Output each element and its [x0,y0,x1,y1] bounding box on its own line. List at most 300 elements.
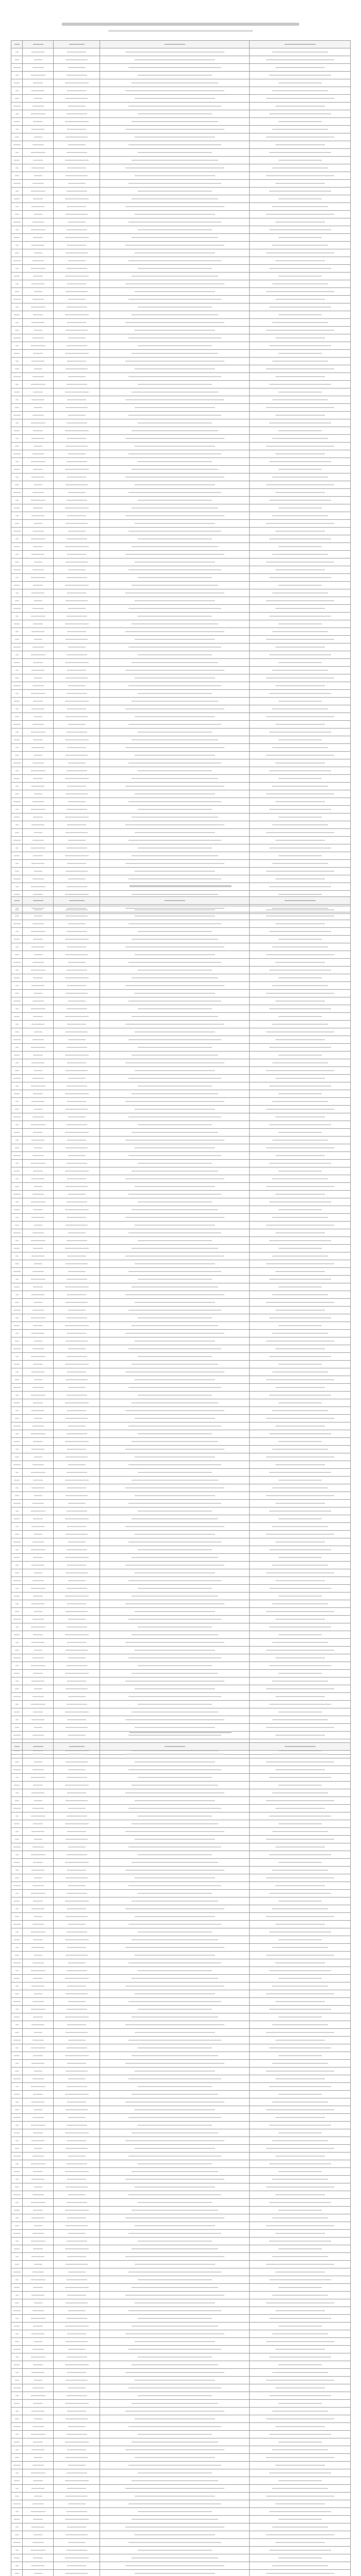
table-cell [250,342,351,350]
table-cell [100,257,250,265]
table-cell [54,2253,100,2261]
table-cell [250,280,351,288]
table-cell [11,1438,23,1446]
table-cell [11,1952,23,1959]
table-cell [23,1422,54,1430]
table-cell [100,1121,250,1129]
table-cell [250,1090,351,1098]
table-row [11,868,351,875]
table-cell [23,558,54,566]
table-row [11,1152,351,1160]
table-cell [11,203,23,211]
table-cell [23,1090,54,1098]
table-cell [100,419,250,427]
table-cell [11,1098,23,1106]
table-cell [11,2462,23,2469]
table-row [11,2153,351,2160]
table-cell [11,95,23,103]
table-cell [100,1944,250,1952]
table-row [11,1751,351,1758]
table-row [11,1283,351,1291]
table-cell [100,752,250,759]
table-row [11,2369,351,2377]
table-cell [54,1392,100,1399]
table-cell [250,249,351,257]
table-cell [11,1036,23,1044]
table-cell [250,1843,351,1851]
table-cell [23,628,54,636]
table-cell [23,1562,54,1569]
table-cell [54,1897,100,1905]
table-row [11,95,351,103]
table-cell [23,1998,54,2006]
table-cell [23,1789,54,1797]
table-cell [250,504,351,512]
table-cell [100,543,250,551]
table-cell [54,2238,100,2245]
table-cell [54,149,100,157]
table-cell [100,180,250,188]
table-cell [100,1820,250,1828]
table-cell [100,690,250,698]
table-cell [100,2500,250,2508]
table-cell [54,1867,100,1874]
table-cell [100,1106,250,1113]
table-cell [250,1732,351,1739]
table-cell [23,2462,54,2469]
table-cell [11,1998,23,2006]
table-cell [250,1766,351,1774]
table-cell [100,211,250,218]
table-cell [100,1585,250,1592]
table-cell [54,489,100,497]
table-cell [23,713,54,721]
table-cell [100,2145,250,2153]
table-cell [23,535,54,543]
table-cell [54,327,100,334]
table-row [11,2408,351,2415]
table-header-cell [250,41,351,48]
table-row [11,1144,351,1152]
table-cell [54,558,100,566]
table-cell [54,358,100,365]
table-cell [11,1897,23,1905]
table-cell [23,2137,54,2145]
table-row [11,273,351,280]
table-cell [54,798,100,806]
table-cell [11,643,23,651]
table-cell [23,350,54,358]
table-cell [250,2060,351,2067]
table-cell [11,2338,23,2346]
table-row [11,1044,351,1052]
table-cell [11,226,23,234]
table-cell [23,2013,54,2021]
table-cell [100,1183,250,1191]
table-row [11,2006,351,2013]
table-cell [11,2454,23,2462]
table-cell [100,2570,250,2576]
table-cell [250,2570,351,2576]
table-cell [11,1453,23,1461]
table-cell [100,2446,250,2454]
table-cell [23,1616,54,1623]
table-cell [250,2253,351,2261]
table-cell [11,2245,23,2253]
table-cell [250,2098,351,2106]
table-cell [54,613,100,620]
table-cell [100,126,250,133]
table-cell [23,2106,54,2114]
table-cell [54,419,100,427]
table-cell [23,1082,54,1090]
table-cell [11,373,23,381]
table-cell [23,79,54,87]
table-cell [100,928,250,936]
table-cell [100,2438,250,2446]
table-cell [54,64,100,72]
table-cell [11,997,23,1005]
table-cell [54,2075,100,2083]
table-cell [54,620,100,628]
table-cell [250,2353,351,2361]
table-cell [54,829,100,837]
table-cell [11,265,23,273]
table-cell [23,1276,54,1283]
table-cell [11,1890,23,1897]
table-row [11,574,351,582]
table-cell [23,1384,54,1392]
table-cell [100,1797,250,1805]
table-cell [100,2493,250,2500]
table-row [11,2114,351,2122]
table-row [11,2485,351,2493]
table-cell [54,2454,100,2462]
table-cell [23,1805,54,1812]
table-cell [54,1322,100,1330]
table-cell [23,1967,54,1975]
table-row [11,133,351,141]
table-cell [100,1507,250,1515]
table-cell [11,1623,23,1631]
table-cell [54,974,100,982]
table-cell [100,566,250,574]
table-cell [54,852,100,860]
table-cell [250,1214,351,1222]
table-cell [100,920,250,928]
table-cell [54,2207,100,2214]
table-cell [54,1724,100,1732]
table-cell [23,1121,54,1129]
table-cell [11,466,23,473]
table-cell [11,1732,23,1739]
table-cell [54,2392,100,2400]
table-cell [100,628,250,636]
table-row [11,172,351,180]
table-cell [11,234,23,242]
table-row [11,1422,351,1430]
table-cell [23,1407,54,1415]
table-cell [100,814,250,821]
table-cell [23,2400,54,2408]
table-cell [11,1206,23,1214]
table-row [11,381,351,388]
table-cell [250,1500,351,1507]
table-cell [54,1982,100,1990]
table-cell [250,103,351,110]
table-cell [54,705,100,713]
table-cell [23,1936,54,1944]
table-row [11,1021,351,1028]
table-cell [54,959,100,967]
table-cell [23,1859,54,1867]
table-cell [250,1361,351,1368]
table-cell [100,558,250,566]
table-cell [11,613,23,620]
table-cell [100,1453,250,1461]
table-cell [11,218,23,226]
table-cell [23,1484,54,1492]
table-cell [54,381,100,388]
table-cell [250,2292,351,2299]
table-cell [54,481,100,489]
table-cell [23,1229,54,1237]
table-cell [250,959,351,967]
table-row [11,2168,351,2176]
table-cell [250,936,351,943]
table-row [11,1507,351,1515]
table-cell [250,2400,351,2408]
table-cell [23,1361,54,1368]
table-cell [23,1701,54,1708]
table-cell [23,1469,54,1477]
table-cell [11,752,23,759]
table-cell [250,1608,351,1616]
table-cell [250,473,351,481]
table-cell [23,172,54,180]
table-cell [100,1283,250,1291]
table-row [11,990,351,997]
table-cell [23,643,54,651]
table-cell [54,2261,100,2268]
table-cell [250,582,351,589]
table-cell [250,2431,351,2438]
table-cell [11,87,23,95]
table-header-cell [100,1743,250,1751]
table-cell [23,990,54,997]
table-row [11,2044,351,2052]
table-cell [23,1453,54,1461]
table-cell [54,334,100,342]
table-cell [23,2323,54,2330]
table-cell [54,883,100,891]
table-cell [54,2091,100,2098]
table-cell [54,2145,100,2153]
table-cell [11,388,23,396]
table-row [11,875,351,883]
table-cell [54,2570,100,2576]
table-row [11,943,351,951]
table-cell [54,350,100,358]
table-cell [250,1836,351,1843]
table-cell [54,790,100,798]
table-row [11,1384,351,1392]
table-cell [54,752,100,759]
table-cell [11,1198,23,1206]
table-cell [11,2199,23,2207]
table-cell [23,589,54,597]
table-cell [54,1453,100,1461]
table-cell [23,1836,54,1843]
table-cell [100,2531,250,2539]
table-cell [100,350,250,358]
table-cell [23,419,54,427]
table-cell [100,2207,250,2214]
table-cell [100,852,250,860]
table-row [11,528,351,535]
table-cell [54,520,100,528]
table-cell [11,512,23,520]
table-row [11,288,351,296]
table-cell [54,1952,100,1959]
table-cell [100,806,250,814]
table-cell [250,1867,351,1874]
table-cell [250,798,351,806]
table-cell [250,388,351,396]
table-cell [54,1484,100,1492]
table-row [11,1952,351,1959]
table-cell [11,2214,23,2222]
table-cell [11,2129,23,2137]
table-cell [250,1222,351,1229]
table-cell [11,1828,23,1836]
table-cell [100,427,250,435]
table-row [11,936,351,943]
table-cell [54,2462,100,2469]
table-cell [250,574,351,582]
table-cell [54,1268,100,1276]
table-cell [250,1724,351,1732]
table-cell [100,651,250,659]
table-row [11,1592,351,1600]
table-cell [11,1500,23,1507]
table-cell [250,1252,351,1260]
table-cell [54,528,100,535]
table-cell [23,2523,54,2531]
table-cell [11,164,23,172]
table-cell [23,1708,54,1716]
table-cell [250,759,351,767]
table-cell [100,1701,250,1708]
table-row [11,2098,351,2106]
table-cell [23,1600,54,1608]
table-cell [250,1693,351,1701]
table-row [11,543,351,551]
table-cell [11,1152,23,1160]
table-cell [100,1214,250,1222]
table-cell [100,1851,250,1859]
table-cell [250,303,351,311]
table-row [11,667,351,674]
table-cell [23,2083,54,2091]
table-row [11,2261,351,2268]
table-cell [100,1828,250,1836]
table-cell [11,798,23,806]
table-cell [23,605,54,613]
table-header-cell [250,1743,351,1751]
table-cell [54,72,100,79]
table-cell [23,1774,54,1782]
table-row [11,48,351,56]
table-cell [100,466,250,473]
table-row [11,1106,351,1113]
table-cell [11,126,23,133]
table-cell [250,56,351,64]
table-row [11,2353,351,2361]
table-row [11,1616,351,1623]
table-cell [54,806,100,814]
table-cell [54,1546,100,1554]
table-row [11,2338,351,2346]
table-cell [54,412,100,419]
table-cell [250,1859,351,1867]
table-row [11,1685,351,1693]
table-cell [250,690,351,698]
table-cell [54,2523,100,2531]
table-cell [100,473,250,481]
table-cell [11,1608,23,1616]
table-cell [100,2060,250,2067]
table-cell [23,2338,54,2346]
table-cell [54,435,100,443]
table-cell [11,1554,23,1562]
table-cell [23,1129,54,1137]
table-cell [11,1121,23,1129]
table-cell [54,2083,100,2091]
table-cell [11,2400,23,2408]
table-row [11,520,351,528]
table-cell [54,1036,100,1044]
table-cell [23,373,54,381]
table-cell [250,1322,351,1330]
table-cell [250,905,351,912]
table-cell [250,133,351,141]
table-cell [54,713,100,721]
table-cell [54,2052,100,2060]
table-cell [100,667,250,674]
table-cell [250,2438,351,2446]
table-cell [23,1554,54,1562]
table-row [11,195,351,203]
table-cell [54,2547,100,2554]
table-cell [23,1905,54,1913]
table-cell [23,1144,54,1152]
table-cell [250,1782,351,1789]
table-cell [11,2346,23,2353]
table-cell [100,1782,250,1789]
table-cell [11,2307,23,2315]
table-cell [250,110,351,118]
table-cell [11,1399,23,1407]
table-cell [250,311,351,319]
table-cell [23,1260,54,1268]
table-cell [11,875,23,883]
table-row [11,1905,351,1913]
table-row [11,1716,351,1724]
table-cell [23,1507,54,1515]
table-cell [54,1693,100,1701]
table-cell [11,2392,23,2400]
